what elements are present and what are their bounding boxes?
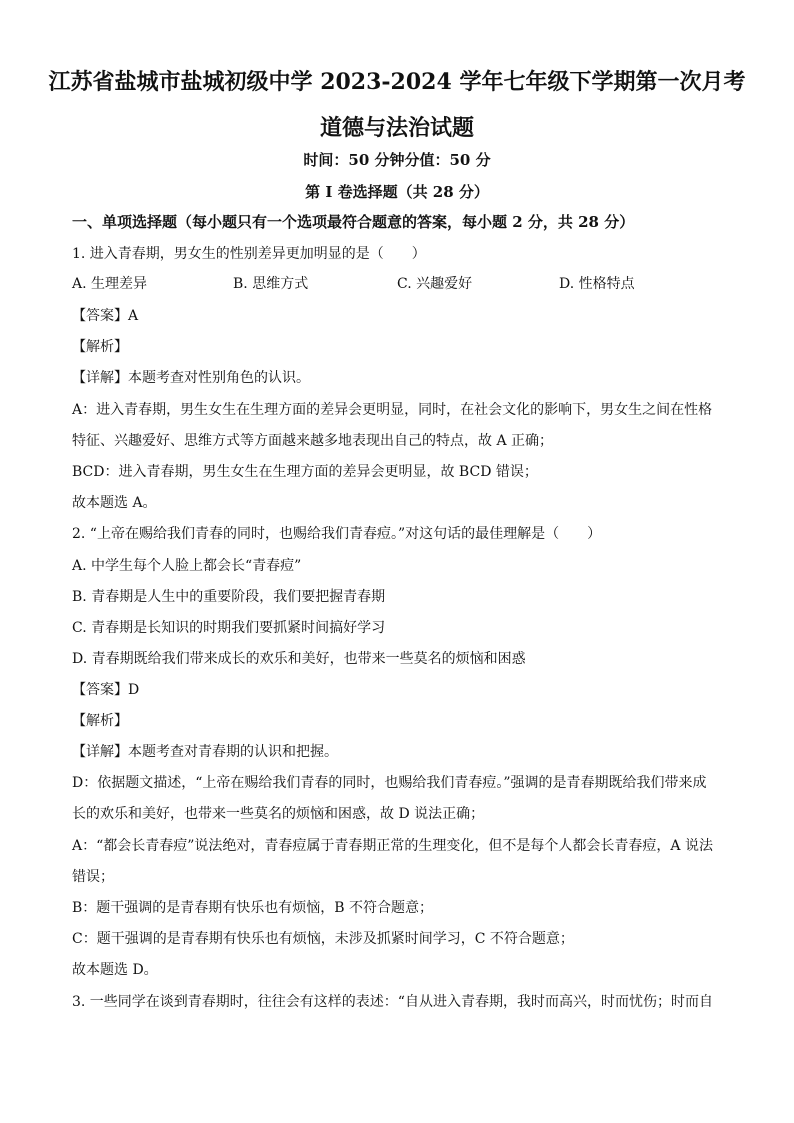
question-1-explanation-line: 特征、兴趣爱好、思维方式等方面越来越多地表现出自己的特点，故 A 正确； <box>72 433 554 449</box>
section-heading: 一、单项选择题（每小题只有一个选项最符合题意的答案，每小题 2 分，共 28 分） <box>72 213 635 231</box>
question-2-option-c: C. 青春期是长知识的时期我们要抓紧时间搞好学习 <box>72 620 386 636</box>
question-2-option-b: B. 青春期是人生中的重要阶段，我们要把握青春期 <box>72 589 386 605</box>
question-2-option-a: A. 中学生每个人脸上都会长“青春痘” <box>72 558 302 574</box>
question-1-answer: 【答案】A <box>72 308 139 324</box>
question-2-detail: 【详解】本题考查对青春期的认识和把握。 <box>72 744 338 760</box>
question-1-detail: 【详解】本题考查对性别角色的认识。 <box>72 370 310 386</box>
question-2-option-d: D. 青春期既给我们带来成长的欢乐和美好，也带来一些莫名的烦恼和困惑 <box>72 651 526 667</box>
page-title: 江苏省盐城市盐城初级中学 2023-2024 学年七年级下学期第一次月考 <box>48 69 746 95</box>
question-2-analysis-label: 【解析】 <box>72 713 128 729</box>
question-1-stem: 1. 进入青春期，男女生的性别差异更加明显的是（ ） <box>72 246 426 262</box>
volume-heading: 第 Ⅰ 卷选择题（共 28 分） <box>305 183 489 201</box>
question-1-option-a: A. 生理差异 <box>72 276 148 292</box>
question-2-stem: 2. “上帝在赐给我们青春的同时，也赐给我们青春痘。”对这句话的最佳理解是（ ） <box>72 526 602 542</box>
question-2-explanation-line: 长的欢乐和美好，也带来一些莫名的烦恼和困惑，故 D 说法正确； <box>72 806 485 822</box>
page-subtitle: 道德与法治试题 <box>319 115 474 141</box>
question-2-explanation-line: D：依据题文描述，“上帝在赐给我们青春的同时，也赐给我们青春痘。”强调的是青春期既给我们带来成 <box>72 775 707 791</box>
question-2-explanation-line: C：题干强调的是青春期有快乐也有烦恼，未涉及抓紧时间学习，C 不符合题意； <box>72 931 574 947</box>
question-2-explanation-line: 错误； <box>72 869 114 885</box>
question-3-stem: 3. 一些同学在谈到青春期时，往往会有这样的表述：“自从进入青春期，我时而高兴，时而忧伤；时而自 <box>72 994 713 1010</box>
time-score-line: 时间：50 分钟分值：50 分 <box>303 151 491 169</box>
question-1-conclusion: 故本题选 A。 <box>72 495 157 511</box>
question-1-option-b: B. 思维方式 <box>233 276 309 292</box>
question-1-explanation-line: BCD：进入青春期，男生女生在生理方面的差异会更明显，故 BCD 错误； <box>72 464 538 480</box>
question-1-analysis-label: 【解析】 <box>72 339 128 355</box>
question-1-option-c: C. 兴趣爱好 <box>397 276 473 292</box>
question-2-conclusion: 故本题选 D。 <box>72 962 158 978</box>
question-1-explanation-line: A：进入青春期，男生女生在生理方面的差异会更明显，同时，在社会文化的影响下，男女生之间在性格 <box>72 402 713 418</box>
question-2-explanation-line: B：题干强调的是青春期有快乐也有烦恼，B 不符合题意； <box>72 900 434 916</box>
question-1-option-d: D. 性格特点 <box>559 276 635 292</box>
question-2-explanation-line: A：“都会长青春痘”说法绝对，青春痘属于青春期正常的生理变化，但不是每个人都会长青春痘，A 说法 <box>72 838 713 854</box>
question-2-answer: 【答案】D <box>72 682 140 698</box>
